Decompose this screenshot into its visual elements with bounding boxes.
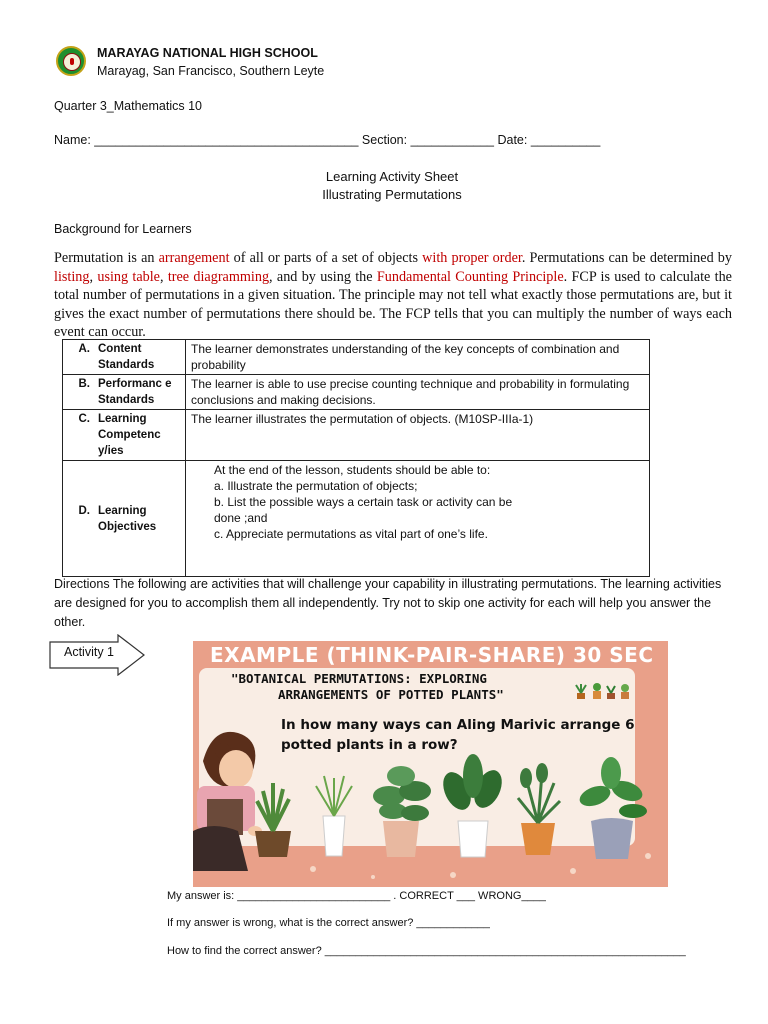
row-label: Content Standards — [98, 343, 155, 371]
poster-subtitle-1: "BOTANICAL PERMUTATIONS: EXPLORING — [231, 671, 487, 686]
term-arrangement: arrangement — [158, 250, 230, 266]
girl-figure — [193, 732, 262, 871]
poster-question: In how many ways can Aling Marivic arrange 6 potted plants in a row? — [281, 717, 635, 753]
objective-item: c. Appreciate permutations as vital part of one’s life. — [214, 527, 488, 541]
term-listing: listing — [54, 268, 90, 285]
term-fcp: Fundamental Counting Principle — [376, 268, 564, 285]
objectives-cell: At the end of the lesson, students should be able to: a. Illustrate the permutation of objects; b. List the possible ways a certain task or activity can be done ;and c. Appreciate permutations as vital part of one’s life. — [186, 461, 650, 577]
how-to-find-line: How to find the correct answer? ___________________________________________________________ — [167, 945, 686, 957]
school-address: Marayag, San Francisco, Southern Leyte — [97, 64, 325, 78]
background-heading: Background for Learners — [54, 222, 192, 236]
poster-illustration — [193, 641, 668, 887]
row-text: The learner illustrates the permutation of objects. (M10SP-IIIa-1) — [186, 410, 650, 461]
row-text: The learner is able to use precise counting technique and probability in formulating conclusions and making decisions. — [186, 375, 650, 410]
row-label: Learning Objectives — [98, 504, 157, 533]
my-answer-line: My answer is: _________________________ . CORRECT ___ WRONG____ — [167, 890, 546, 902]
mini-plants-icon — [576, 683, 629, 699]
sheet-title: Learning Activity Sheet — [325, 169, 459, 184]
standards-table — [62, 339, 650, 577]
sheet-subtitle: Illustrating Permutations — [322, 187, 462, 202]
background-paragraph: Permutation is an arrangement of all or parts of a set of objects with proper order. Permutations can be determined by listing, using table, tree diagramming, and by using the Fundamental Counting Principle. FCP is used to calculate the total number of permutations in a given situation. The principle may not tell what exactly those permutations are, but it gives the exact number of permutations there should be. The FCP tells that you can multiply the number of ways each event can occur. — [54, 250, 732, 340]
row-label: Performanc e Standards — [98, 378, 172, 406]
quarter-subject: Quarter 3_Mathematics 10 — [54, 99, 202, 113]
poster-subtitle-2: ARRANGEMENTS OF POTTED PLANTS" — [278, 687, 504, 702]
correct-answer-line: If my answer is wrong, what is the correct answer? ____________ — [167, 917, 490, 929]
table-row: C. Learning Competenc y/ies The learner illustrates the permutation of objects. (M10SP-IIIa-1) — [63, 410, 650, 461]
school-name: MARAYAG NATIONAL HIGH SCHOOL — [97, 46, 318, 60]
term-tree-diagramming: tree diagramming — [167, 268, 270, 285]
row-label: Learning Competenc y/ies — [98, 413, 161, 457]
activity-label: Activity 1 — [64, 645, 115, 659]
objective-item: b. List the possible ways a certain task or activity can be — [214, 495, 513, 509]
directions-text: Directions The following are activities that will challenge your capability in illustrating permutations. The learning activities are designed for you to accomplish them all independently. Try not to skip one activity for each will help you answer the other. — [54, 577, 722, 629]
school-logo — [56, 46, 86, 76]
row-text: The learner demonstrates understanding of the key concepts of combination and probability — [186, 340, 650, 375]
name-section-date-row: Name: ______________________________________ Section: ____________ Date: __________ — [54, 133, 601, 147]
objective-item: done ;and — [214, 511, 268, 525]
table-row: B. Performanc e Standards The learner is able to use precise counting technique and probability in formulating conclusions and making decisions. — [63, 375, 650, 410]
table-row: A. Content Standards The learner demonstrates understanding of the key concepts of combination and probability — [63, 340, 650, 375]
table-row: D. Learning Objectives At the end of the lesson, students should be able to: a. Illustrate the permutation of objects; b. List the possible ways a certain task or activity can be done ;and c. Appreciate permutations as vital part of one’s life. — [63, 461, 650, 577]
term-proper-order: with proper order — [422, 250, 522, 266]
activity-poster-image — [193, 641, 668, 887]
poster-title: EXAMPLE (THINK-PAIR-SHARE) 30 SEC — [210, 643, 654, 667]
term-using-table: using table — [97, 268, 160, 285]
objective-item: a. Illustrate the permutation of objects; — [214, 479, 418, 493]
potted-plants-row — [255, 754, 647, 859]
